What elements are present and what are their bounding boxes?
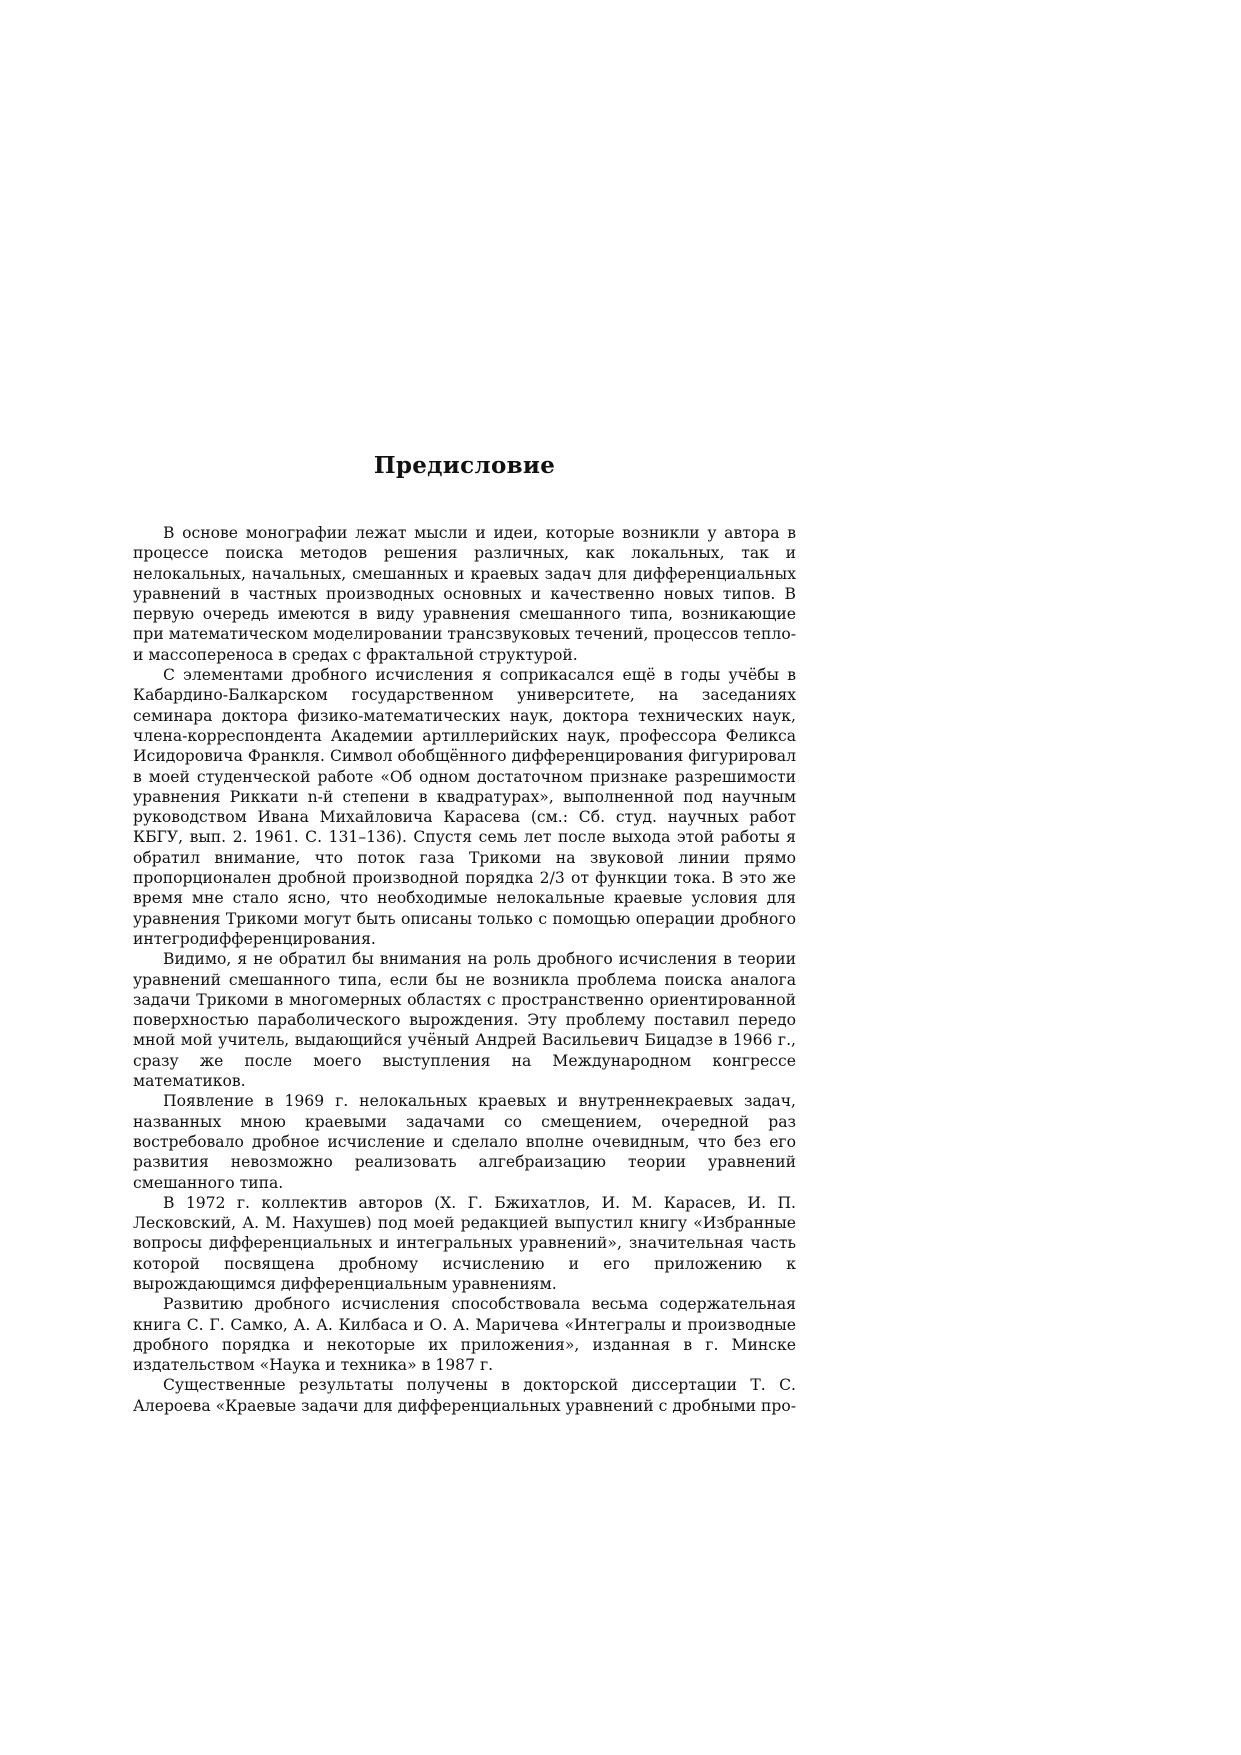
body-text (133, 523, 796, 1416)
paragraph-2: С элементами дробного исчисления я соприкасался ещё в годы учёбы в Кабардино-Балкарском государственном университете, на заседаниях семинара доктора физико-математических наук, доктора технических наук, члена-корреспондента Академии артиллерийских наук, профессора Феликса Исидоровича Франкля. Символ обобщённого дифференцирования фигурировал в моей студенческой работе «Об одном достаточном признаке разрешимости уравнения Риккати n-й степени в квадратурах», выполненной под научным руководством Ивана Михайловича Карасева (см.: Сб. студ. научных работ КБГУ, вып. 2. 1961. С. 131–136). Спустя семь лет после выхода этой работы я обратил внимание, что поток газа Трикоми на звуковой линии прямо пропорционален дробной производной порядка 2/3 от функции тока. В это же время мне стало ясно, что необходимые нелокальные краевые условия для уравнения Трикоми могут быть описаны только с помощью операции дробного интегродифференцирования. (133, 666, 796, 948)
paragraph-6: Развитию дробного исчисления способствовала весьма содержательная книга С. Г. Самко, А. А. Килбаса и О. А. Маричева «Интегралы и производные дробного порядка и некоторые их приложения», изданная в г. Минске издательством «Наука и техника» в 1987 г. (133, 1295, 796, 1375)
paragraph-4: Появление в 1969 г. нелокальных краевых и внутреннекраевых задач, названных мною краевыми задачами со смещением, очередной раз востребовало дробное исчисление и сделало вполне очевидным, что без его развития невозможно реализовать алгебраизацию теории уравнений смешанного типа. (133, 1092, 796, 1192)
page-title: Предисловие (373, 452, 556, 479)
paragraph-7: Существенные результаты получены в докторской диссертации Т. С. Алероева «Краевые задачи для дифференциальных уравнений с дробными про- (133, 1376, 796, 1415)
paragraph-3: Видимо, я не обратил бы внимания на роль дробного исчисления в теории уравнений смешанного типа, если бы не возникла проблема поиска аналога задачи Трикоми в многомерных областях с пространственно ориентированной поверхностью параболического вырождения. Эту проблему поставил передо мной мой учитель, выдающийся учёный Андрей Васильевич Бицадзе в 1966 г., сразу же после моего выступления на Международном конгрессе математиков. (133, 950, 796, 1091)
paragraph-1: В основе монографии лежат мысли и идеи, которые возникли у автора в процессе поиска методов решения различных, как локальных, так и нелокальных, начальных, смешанных и краевых задач для дифференциальных уравнений в частных производных основных и качественно новых типов. В первую очередь имеются в виду уравнения смешанного типа, возникающие при математическом моделировании трансзвуковых течений, процессов тепло- и массопереноса в средах с фрактальной структурой. (133, 524, 796, 664)
paragraph-5: В 1972 г. коллектив авторов (Х. Г. Бжихатлов, И. М. Карасев, И. П. Лесковский, А. М. Нахушев) под моей редакцией выпустил книгу «Избранные вопросы дифференциальных и интегральных уравнений», значительная часть которой посвящена дробному исчислению и его приложению к вырождающимся дифференциальным уравнениям. (133, 1193, 796, 1293)
